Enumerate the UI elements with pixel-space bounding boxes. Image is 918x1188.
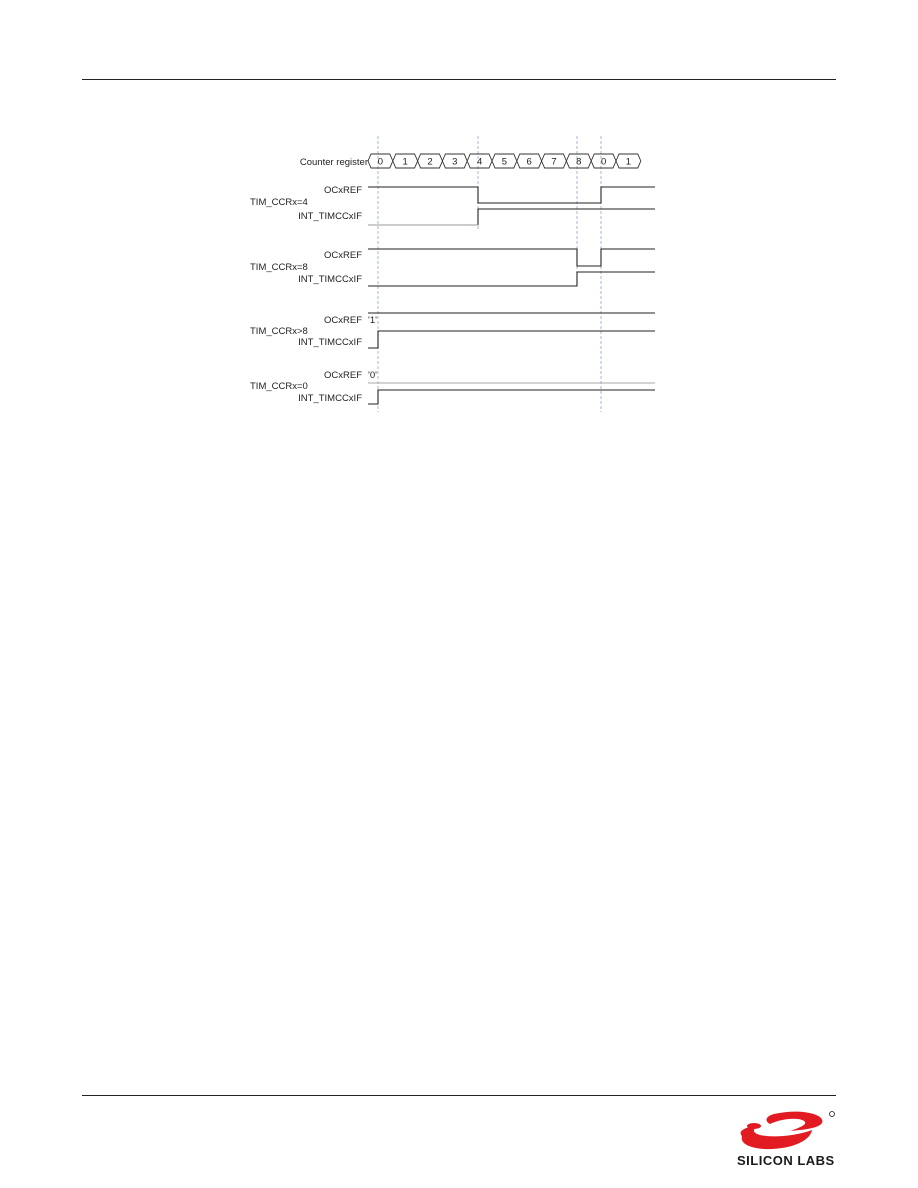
group-ccr0-intf-wave [368, 390, 655, 404]
counter-cell-value: 3 [452, 156, 458, 168]
counter-cell-value: 1 [402, 156, 408, 168]
group-ccr0-label: TIM_CCRx=0 [250, 381, 308, 392]
group-ccr0-intf-label: INT_TIMCCxIF [298, 393, 362, 404]
counter-cell-value: 7 [551, 156, 557, 168]
counter-cell-value: 0 [377, 156, 384, 168]
group-ccrgt8-note: '1' [368, 315, 377, 326]
footer-rule [82, 1095, 836, 1096]
group-ccr4-intf-label: INT_TIMCCxIF [298, 211, 362, 222]
group-ccr4-ocxref-wave [368, 187, 655, 203]
counter-register-cells [368, 154, 641, 168]
group-ccr8-ocxref-wave [368, 249, 655, 266]
header-rule [82, 79, 836, 80]
silicon-labs-logo-icon [730, 1110, 838, 1156]
group-ccr4-ocxref-label: OCxREF [324, 185, 362, 196]
group-ccrgt8-label: TIM_CCRx>8 [250, 326, 308, 337]
logo-swoosh-top [767, 1112, 823, 1131]
group-ccrgt8-intf-wave [368, 331, 655, 348]
group-ccr8-ocxref-label: OCxREF [324, 250, 362, 261]
counter-cell-value: 6 [526, 156, 532, 168]
counter-cell-value: 5 [501, 156, 508, 168]
group-ccrgt8-intf-label: INT_TIMCCxIF [298, 337, 362, 348]
timing-diagram [240, 130, 660, 415]
group-ccr0-note: '0' [368, 370, 377, 381]
counter-cell-value: 4 [476, 156, 483, 168]
counter-cell-value: 2 [427, 156, 433, 168]
counter-register-label: Counter register [299, 157, 368, 168]
counter-cell-value: 8 [576, 156, 582, 168]
group-ccr8-intf-label: INT_TIMCCxIF [298, 274, 362, 285]
counter-cell-value: 1 [625, 156, 632, 168]
logo-text: SILICON LABS [737, 1153, 835, 1168]
logo-accent [747, 1123, 761, 1129]
group-ccr4-label: TIM_CCRx=4 [250, 197, 308, 208]
group-ccrgt8-ocxref-label: OCxREF [324, 315, 362, 326]
group-ccr8-label: TIM_CCRx=8 [250, 262, 308, 273]
registered-mark-icon [830, 1112, 835, 1117]
group-ccr8-intf-wave [368, 272, 655, 286]
group-ccr4-intf-wave [478, 209, 655, 225]
group-ccr0-ocxref-label: OCxREF [324, 370, 362, 381]
counter-cell-value: 0 [600, 156, 607, 168]
